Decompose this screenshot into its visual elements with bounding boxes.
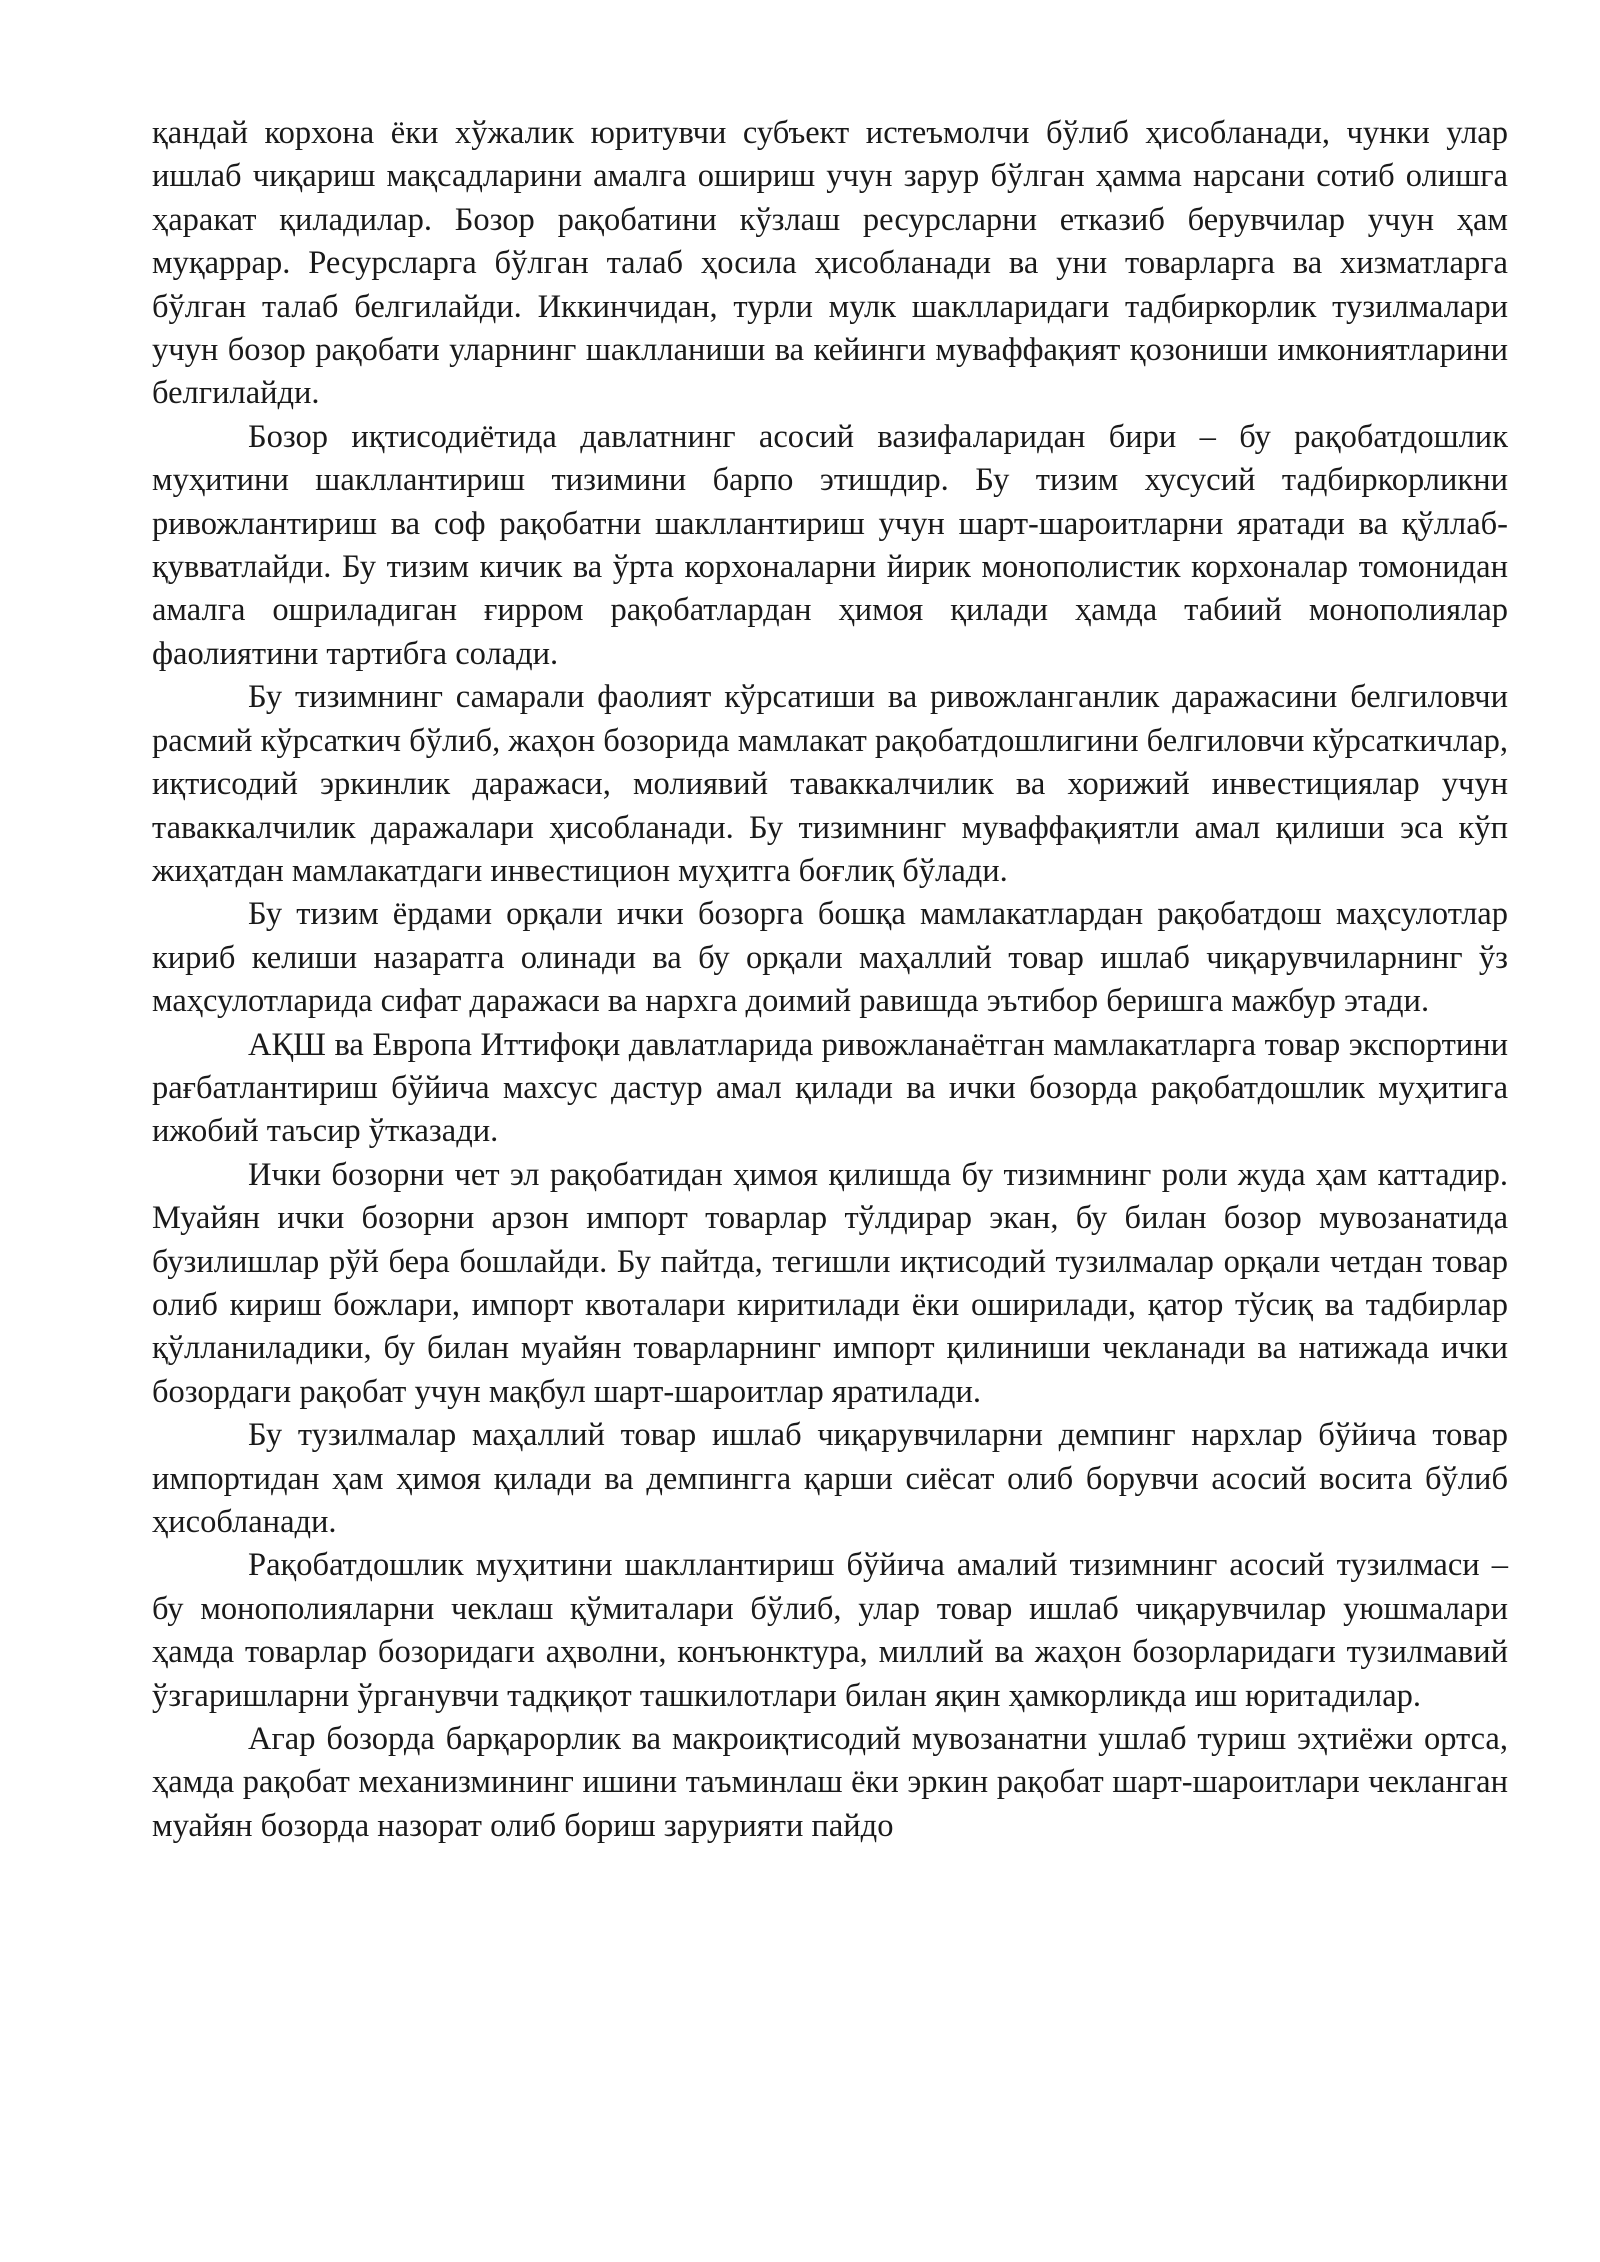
paragraph-2: Бозор иқтисодиётида давлатнинг асосий вазифаларидан бири – бу рақобатдошлик муҳитини шакллантириш тизимини барпо этишдир. Бу тизим хусусий тадбиркорликни ривожлантириш ва соф рақобатни шакллантириш учун шарт-шароитларни яратади ва қўллаб-қувватлайди. Бу тизим кичик ва ўрта корхоналарни йирик монополистик корхоналар томонидан амалга ошриладиган ғирром рақобатлардан ҳимоя қилади ҳамда табиий монополиялар фаолиятини тартибга солади. — [152, 418, 1508, 672]
paragraph-6: Ички бозорни чет эл рақобатидан ҳимоя қилишда бу тизимнинг роли жуда ҳам каттадир. Муайян ички бозорни арзон импорт товарлар тўлдирар экан, бу билан бозор мувозанатида бузилишлар рўй бера бошлайди. Бу пайтда, тегишли иқтисодий тузилмалар орқали четдан товар олиб кириш божлари, импорт квоталари киритилади ёки оширилади, қатор тўсиқ ва тадбирлар қўлланиладики, бу билан муайян товарларнинг импорт қилиниши чекланади ва натижада ички бозордаги рақобат учун мақбул шарт-шароитлар яратилади. — [152, 1156, 1508, 1410]
paragraph-8: Рақобатдошлик муҳитини шакллантириш бўйича амалий тизимнинг асосий тузилмаси – бу монополияларни чеклаш қўмиталари бўлиб, улар товар ишлаб чиқарувчилар уюшмалари ҳамда товарлар бозоридаги аҳволни, конъюнктура, миллий ва жаҳон бозорларидаги тузилмавий ўзгаришларни ўрганувчи тадқиқот ташкилотлари билан яқин ҳамкорликда иш юритадилар. — [152, 1547, 1508, 1714]
body-text — [152, 112, 1508, 1848]
paragraph-3: Бу тизимнинг самарали фаолият кўрсатиши ва ривожланганлик даражасини белгиловчи расмий кўрсаткич бўлиб, жаҳон бозорида мамлакат рақобатдошлигини белгиловчи кўрсаткичлар, иқтисодий эркинлик даражаси, молиявий таваккалчилик ва хорижий инвестициялар учун таваккалчилик даражалари ҳисобланади. Бу тизимнинг муваффақиятли амал қилиши эса кўп жиҳатдан мамлакатдаги инвестицион муҳитга боғлиқ бўлади. — [152, 679, 1508, 889]
paragraph-1: қандай корхона ёки хўжалик юритувчи субъект истеъмолчи бўлиб ҳисобланади, чунки улар ишлаб чиқариш мақсадларини амалга ошириш учун зарур бўлган ҳамма нарсани сотиб олишга ҳаракат қиладилар. Бозор рақобатини кўзлаш ресурсларни етказиб берувчилар учун ҳам муқаррар. Ресурсларга бўлган талаб ҳосила ҳисобланади ва уни товарларга ва хизматларга бўлган талаб белгилайди. Иккинчидан, турли мулк шаклларидаги тадбиркорлик тузилмалари учун бозор рақобати уларнинг шаклланиши ва кейинги муваффақият қозониши имкониятларини белгилайди. — [152, 115, 1508, 412]
paragraph-5: АҚШ ва Европа Иттифоқи давлатларида ривожланаётган мамлакатларга товар экспортини рағбатлантириш бўйича махсус дастур амал қилади ва ички бозорда рақобатдошлик муҳитига ижобий таъсир ўтказади. — [152, 1026, 1508, 1150]
paragraph-9: Агар бозорда барқарорлик ва макроиқтисодий мувозанатни ушлаб туриш эҳтиёжи ортса, ҳамда рақобат механизмининг ишини таъминлаш ёки эркин рақобат шарт-шароитлари чекланган муайян бозорда назорат олиб бориш зарурияти пайдо — [152, 1721, 1508, 1844]
paragraph-4: Бу тизим ёрдами орқали ички бозорга бошқа мамлакатлардан рақобатдош маҳсулотлар кириб келиши назаратга олинади ва бу орқали маҳаллий товар ишлаб чиқарувчиларнинг ўз маҳсулотларида сифат даражаси ва нархга доимий равишда эътибор беришга мажбур этади. — [152, 896, 1508, 1020]
paragraph-7: Бу тузилмалар маҳаллий товар ишлаб чиқарувчиларни демпинг нархлар бўйича товар импортидан ҳам ҳимоя қилади ва демпингга қарши сиёсат олиб борувчи асосий восита бўлиб ҳисобланади. — [152, 1417, 1508, 1540]
